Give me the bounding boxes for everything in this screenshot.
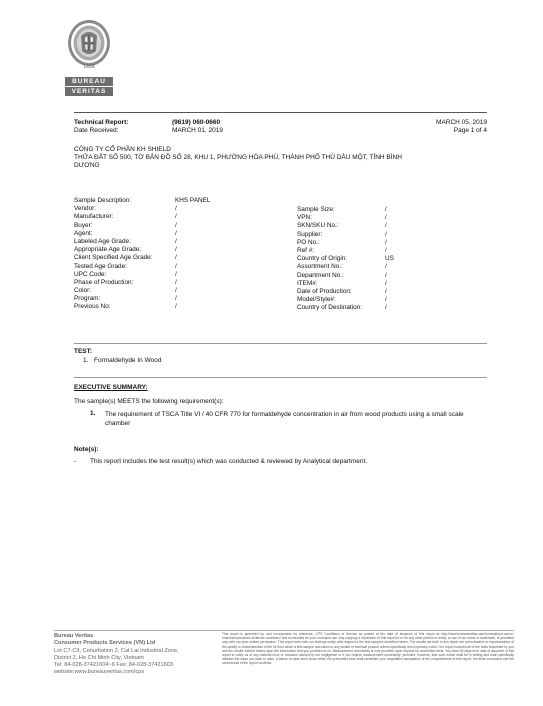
footer-company: Bureau Veritas bbox=[54, 633, 94, 639]
sample-field-row bbox=[74, 222, 284, 230]
sample-field-row bbox=[74, 246, 284, 254]
sample-field-row bbox=[74, 238, 284, 246]
sample-field-label: Client Specified Age Grade: bbox=[74, 254, 153, 262]
test-item-number: 1. bbox=[83, 357, 89, 365]
sample-field-label: UPC Code: bbox=[74, 270, 107, 278]
sample-field-value: / bbox=[175, 237, 177, 245]
test-section bbox=[74, 348, 487, 365]
sample-field-label: ITEM#: bbox=[297, 279, 318, 287]
footer-contact bbox=[54, 633, 219, 677]
sample-field-label: PO No.: bbox=[297, 238, 320, 246]
logo-word-bureau: BUREAU bbox=[65, 77, 113, 86]
seal-icon bbox=[65, 18, 113, 72]
sample-field-label: Vendor: bbox=[74, 205, 97, 213]
sample-field-value: / bbox=[385, 296, 387, 304]
sample-field-row bbox=[74, 213, 284, 221]
note-text: This report includes the test result(s) which was conducted & reviewed by Analytical department. bbox=[90, 458, 368, 465]
sample-field-label: Sample Size: bbox=[297, 206, 335, 213]
test-heading: TEST: bbox=[74, 348, 93, 355]
report-number: (9619) 060-0660 bbox=[172, 119, 221, 126]
sample-field-row bbox=[74, 271, 284, 279]
sample-field-label: Phase of Production: bbox=[74, 278, 134, 286]
sample-field-value: / bbox=[175, 229, 177, 237]
sample-field-label: Program: bbox=[74, 295, 101, 303]
sample-field-label: Color: bbox=[74, 287, 92, 295]
sample-field-label: Country of Destination: bbox=[297, 304, 363, 312]
sample-field-row bbox=[297, 214, 497, 222]
sample-field-row bbox=[297, 247, 497, 255]
sample-field-label: Assortment No.: bbox=[297, 263, 343, 271]
sample-field-row bbox=[74, 205, 284, 213]
sample-field-value: / bbox=[385, 214, 387, 222]
requirement-number: 1. bbox=[90, 410, 96, 417]
sample-field-value: / bbox=[175, 205, 177, 213]
company-name: CÔNG TY CỔ PHẦN KH SHIELD bbox=[74, 146, 171, 153]
footer-disclaimer: This report is governed by, and incorporates by reference, CPS Conditions of Service as posted at the date of issuance of this report at http://www.bureauveritas.com/home/about-us/our-business/cps/about-us/terms-conditions/ and is intended for your exclusive use. Any copying or replication of this report to or for any other person or entity, or use of our name or trademark, is permitted only with our prior written permission. This report sets forth our findings solely with respect to the test samples identified herein. The results set forth in this report are not indicative or representative of the quality or characteristics of the lot from which a test sample was taken or any similar or identical product unless specifically and expressly noted. Our report includes all of the tests requested by you and the results thereof based upon the information that you provided to us. Measurement uncertainty is only provided upon request for accredited tests. You have 60 days from date of issuance of this report to notify us of any material error or omission caused by our negligence or if you require measurement uncertainty; provided, however, that such notice shall be in writing and shall specifically address the issue you wish to raise. A failure to raise such issue within the prescribed time shall constitute your unqualified acceptance of the completeness of this report, the tests conducted and the correctness of the report contents. bbox=[222, 632, 514, 666]
header-divider bbox=[74, 112, 487, 113]
sample-field-label: Supplier: bbox=[297, 230, 323, 238]
sample-field-value: / bbox=[385, 271, 387, 279]
sample-field-value: / bbox=[175, 295, 177, 303]
sample-field-row bbox=[74, 263, 284, 271]
note-dash: - bbox=[74, 458, 77, 465]
sample-field-value: / bbox=[175, 262, 177, 270]
sample-field-row bbox=[74, 303, 284, 311]
sample-field-label: VPN: bbox=[297, 214, 312, 222]
company-address-line2: DƯƠNG bbox=[74, 162, 100, 169]
sample-field-row bbox=[297, 255, 497, 263]
footer-website[interactable]: website:www.bureauveritas.com/cps bbox=[54, 669, 145, 676]
sample-info-left bbox=[74, 197, 284, 312]
sample-field-row bbox=[74, 295, 284, 303]
sample-field-label: Sample Description: bbox=[74, 197, 132, 204]
notes-heading: Note(s): bbox=[74, 446, 99, 453]
report-date: MARCH 05, 2019 bbox=[436, 119, 487, 126]
sample-field-value: KHS PANEL bbox=[175, 197, 211, 204]
sample-field-label: Labeled Age Grade: bbox=[74, 237, 131, 245]
page-number: Page 1 of 4 bbox=[453, 127, 487, 134]
sample-field-label: SKN/SKU No.: bbox=[297, 222, 339, 230]
summary-section bbox=[74, 384, 487, 406]
sample-field-row bbox=[297, 239, 497, 247]
footer-phone: Tel: 84-028-37421604~6 Fax: 84-028-37421603 bbox=[54, 662, 173, 669]
sample-field-value: US bbox=[385, 255, 394, 263]
logo-word-veritas: VERITAS bbox=[65, 87, 113, 96]
summary-heading: EXECUTIVE SUMMARY: bbox=[74, 384, 148, 391]
date-received-value: MARCH 01, 2019 bbox=[172, 127, 223, 134]
sample-field-value: / bbox=[385, 263, 387, 271]
sample-field-label: Appropriate Age Grade: bbox=[74, 246, 142, 254]
sample-field-value: / bbox=[175, 270, 177, 278]
client-company bbox=[74, 146, 487, 170]
sample-field-label: Manufacturer: bbox=[74, 213, 114, 221]
company-address-line1: THỬA ĐẤT SỐ 500, TỜ BẢN ĐỒ SỐ 28, KHU 1, PHƯỜNG HÒA PHÚ, THÀNH PHỐ THỦ DẦU MỘT, TỈNH BÌNH bbox=[74, 154, 402, 161]
sample-field-label: Previous No: bbox=[74, 303, 111, 311]
sample-field-label: Model/Style#: bbox=[297, 296, 336, 304]
sample-field-value: / bbox=[385, 304, 387, 312]
test-divider bbox=[74, 343, 487, 344]
sample-field-value: / bbox=[385, 222, 387, 230]
sample-field-row bbox=[297, 222, 497, 230]
test-item bbox=[74, 357, 487, 365]
date-received-label: Date Received: bbox=[74, 127, 119, 134]
report-label: Technical Report: bbox=[74, 119, 129, 126]
sample-field-value: / bbox=[175, 246, 177, 254]
sample-field-row bbox=[297, 296, 497, 304]
sample-field-value: / bbox=[385, 287, 387, 295]
footer-company-division: Consumer Products Services (VN) Ltd bbox=[54, 640, 156, 647]
sample-field-row bbox=[297, 263, 497, 271]
summary-intro: The sample(s) MEETS the following requirement(s): bbox=[74, 398, 224, 406]
sample-field-row bbox=[74, 254, 284, 262]
bureau-veritas-logo bbox=[65, 18, 113, 94]
sample-field-value: / bbox=[385, 279, 387, 287]
sample-field-value: / bbox=[175, 213, 177, 221]
sample-field-value: / bbox=[175, 287, 177, 295]
sample-field-label: Department No.: bbox=[297, 271, 344, 279]
logo-year: 1828 bbox=[83, 65, 95, 70]
sample-info-right bbox=[297, 206, 497, 312]
sample-field-row bbox=[74, 287, 284, 295]
sample-field-label: Ref #: bbox=[297, 246, 315, 254]
summary-divider bbox=[74, 377, 487, 378]
sample-field-label: Country of Origin: bbox=[297, 255, 348, 263]
sample-field-row bbox=[74, 279, 284, 287]
sample-field-value: / bbox=[385, 238, 387, 246]
sample-field-value: / bbox=[385, 230, 387, 238]
sample-field-row bbox=[297, 272, 497, 280]
sample-field-label: Buyer: bbox=[74, 221, 93, 229]
sample-field-value: / bbox=[175, 303, 177, 311]
sample-field-row bbox=[297, 231, 497, 239]
test-item-text: Formaldehyde In Wood bbox=[94, 357, 162, 365]
sample-field-label: Date of Production: bbox=[297, 287, 352, 295]
sample-field-row bbox=[297, 206, 497, 214]
sample-field-row bbox=[74, 197, 284, 205]
sample-field-row bbox=[297, 304, 497, 312]
sample-field-row bbox=[297, 288, 497, 296]
requirement-text: The requirement of TSCA Title VI / 40 CFR 770 for formaldehyde concentration in air from wood products using a small scale chamber bbox=[105, 411, 464, 427]
sample-field-label: Tested Age Grade: bbox=[74, 262, 127, 270]
footer-address-line1: Lot C7-C9, Conurbation 2, Cat Lai Industrial Zone, bbox=[54, 647, 179, 654]
footer-address-line2: District 2, Ho Chi Minh City, Vietnam bbox=[54, 654, 144, 661]
sample-field-value: / bbox=[175, 278, 177, 286]
sample-field-row bbox=[74, 230, 284, 238]
footer-divider bbox=[54, 630, 514, 631]
sample-field-value: / bbox=[175, 221, 177, 229]
sample-field-label: Agent: bbox=[74, 229, 93, 237]
sample-field-value: / bbox=[175, 254, 177, 262]
sample-field-value: / bbox=[385, 246, 387, 254]
sample-field-row bbox=[297, 280, 497, 288]
sample-field-value: / bbox=[385, 206, 387, 213]
